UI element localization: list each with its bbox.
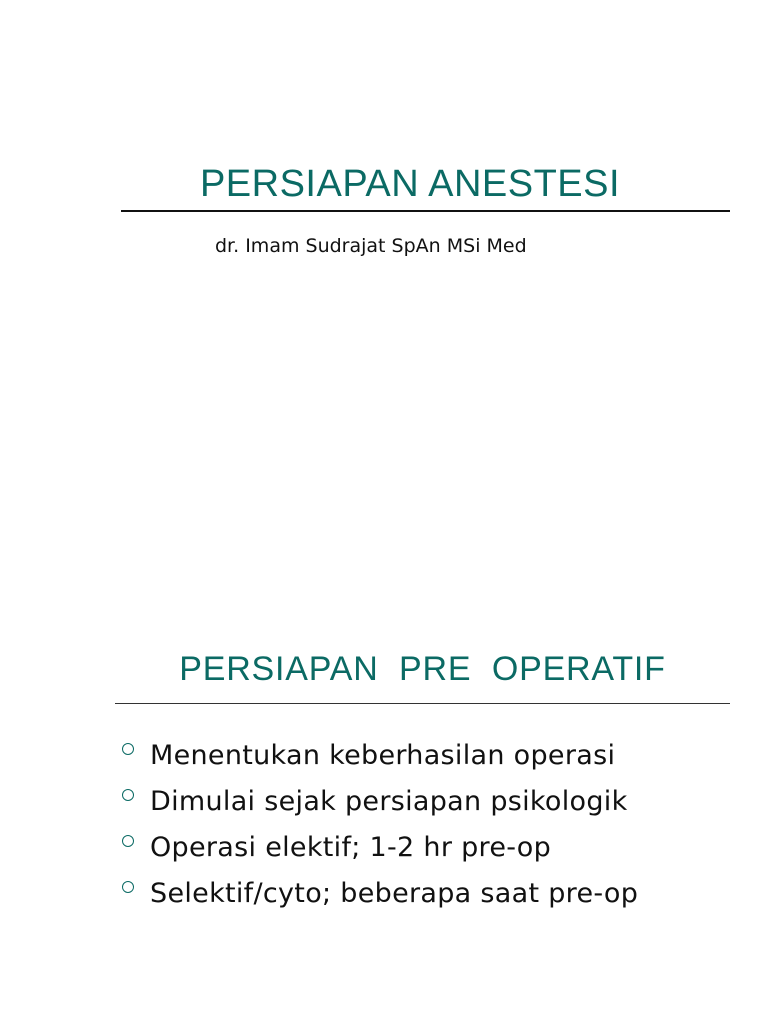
hollow-circle-bullet-icon [122, 789, 134, 801]
title-divider [121, 210, 730, 212]
bullet-text: Dimulai sejak persiapan psikologik [150, 785, 628, 817]
hollow-circle-bullet-icon [122, 835, 134, 847]
bullet-text: Menentukan keberhasilan operasi [150, 739, 616, 771]
list-item [122, 778, 638, 824]
list-item [122, 824, 638, 870]
list-item [122, 732, 638, 778]
section-divider [115, 703, 730, 704]
list-item [122, 870, 638, 916]
hollow-circle-bullet-icon [122, 881, 134, 893]
section-title: PERSIAPAN PRE OPERATIF [179, 650, 666, 688]
bullet-text: Operasi elektif; 1-2 hr pre-op [150, 831, 552, 863]
bullet-list [122, 732, 638, 916]
hollow-circle-bullet-icon [122, 743, 134, 755]
page-title: PERSIAPAN ANESTESI [199, 163, 621, 205]
bullet-text: Selektif/cyto; beberapa saat pre-op [150, 877, 639, 909]
author-subtitle: dr. Imam Sudrajat SpAn MSi Med [215, 235, 527, 257]
slide-pre-operatif [0, 512, 768, 1024]
